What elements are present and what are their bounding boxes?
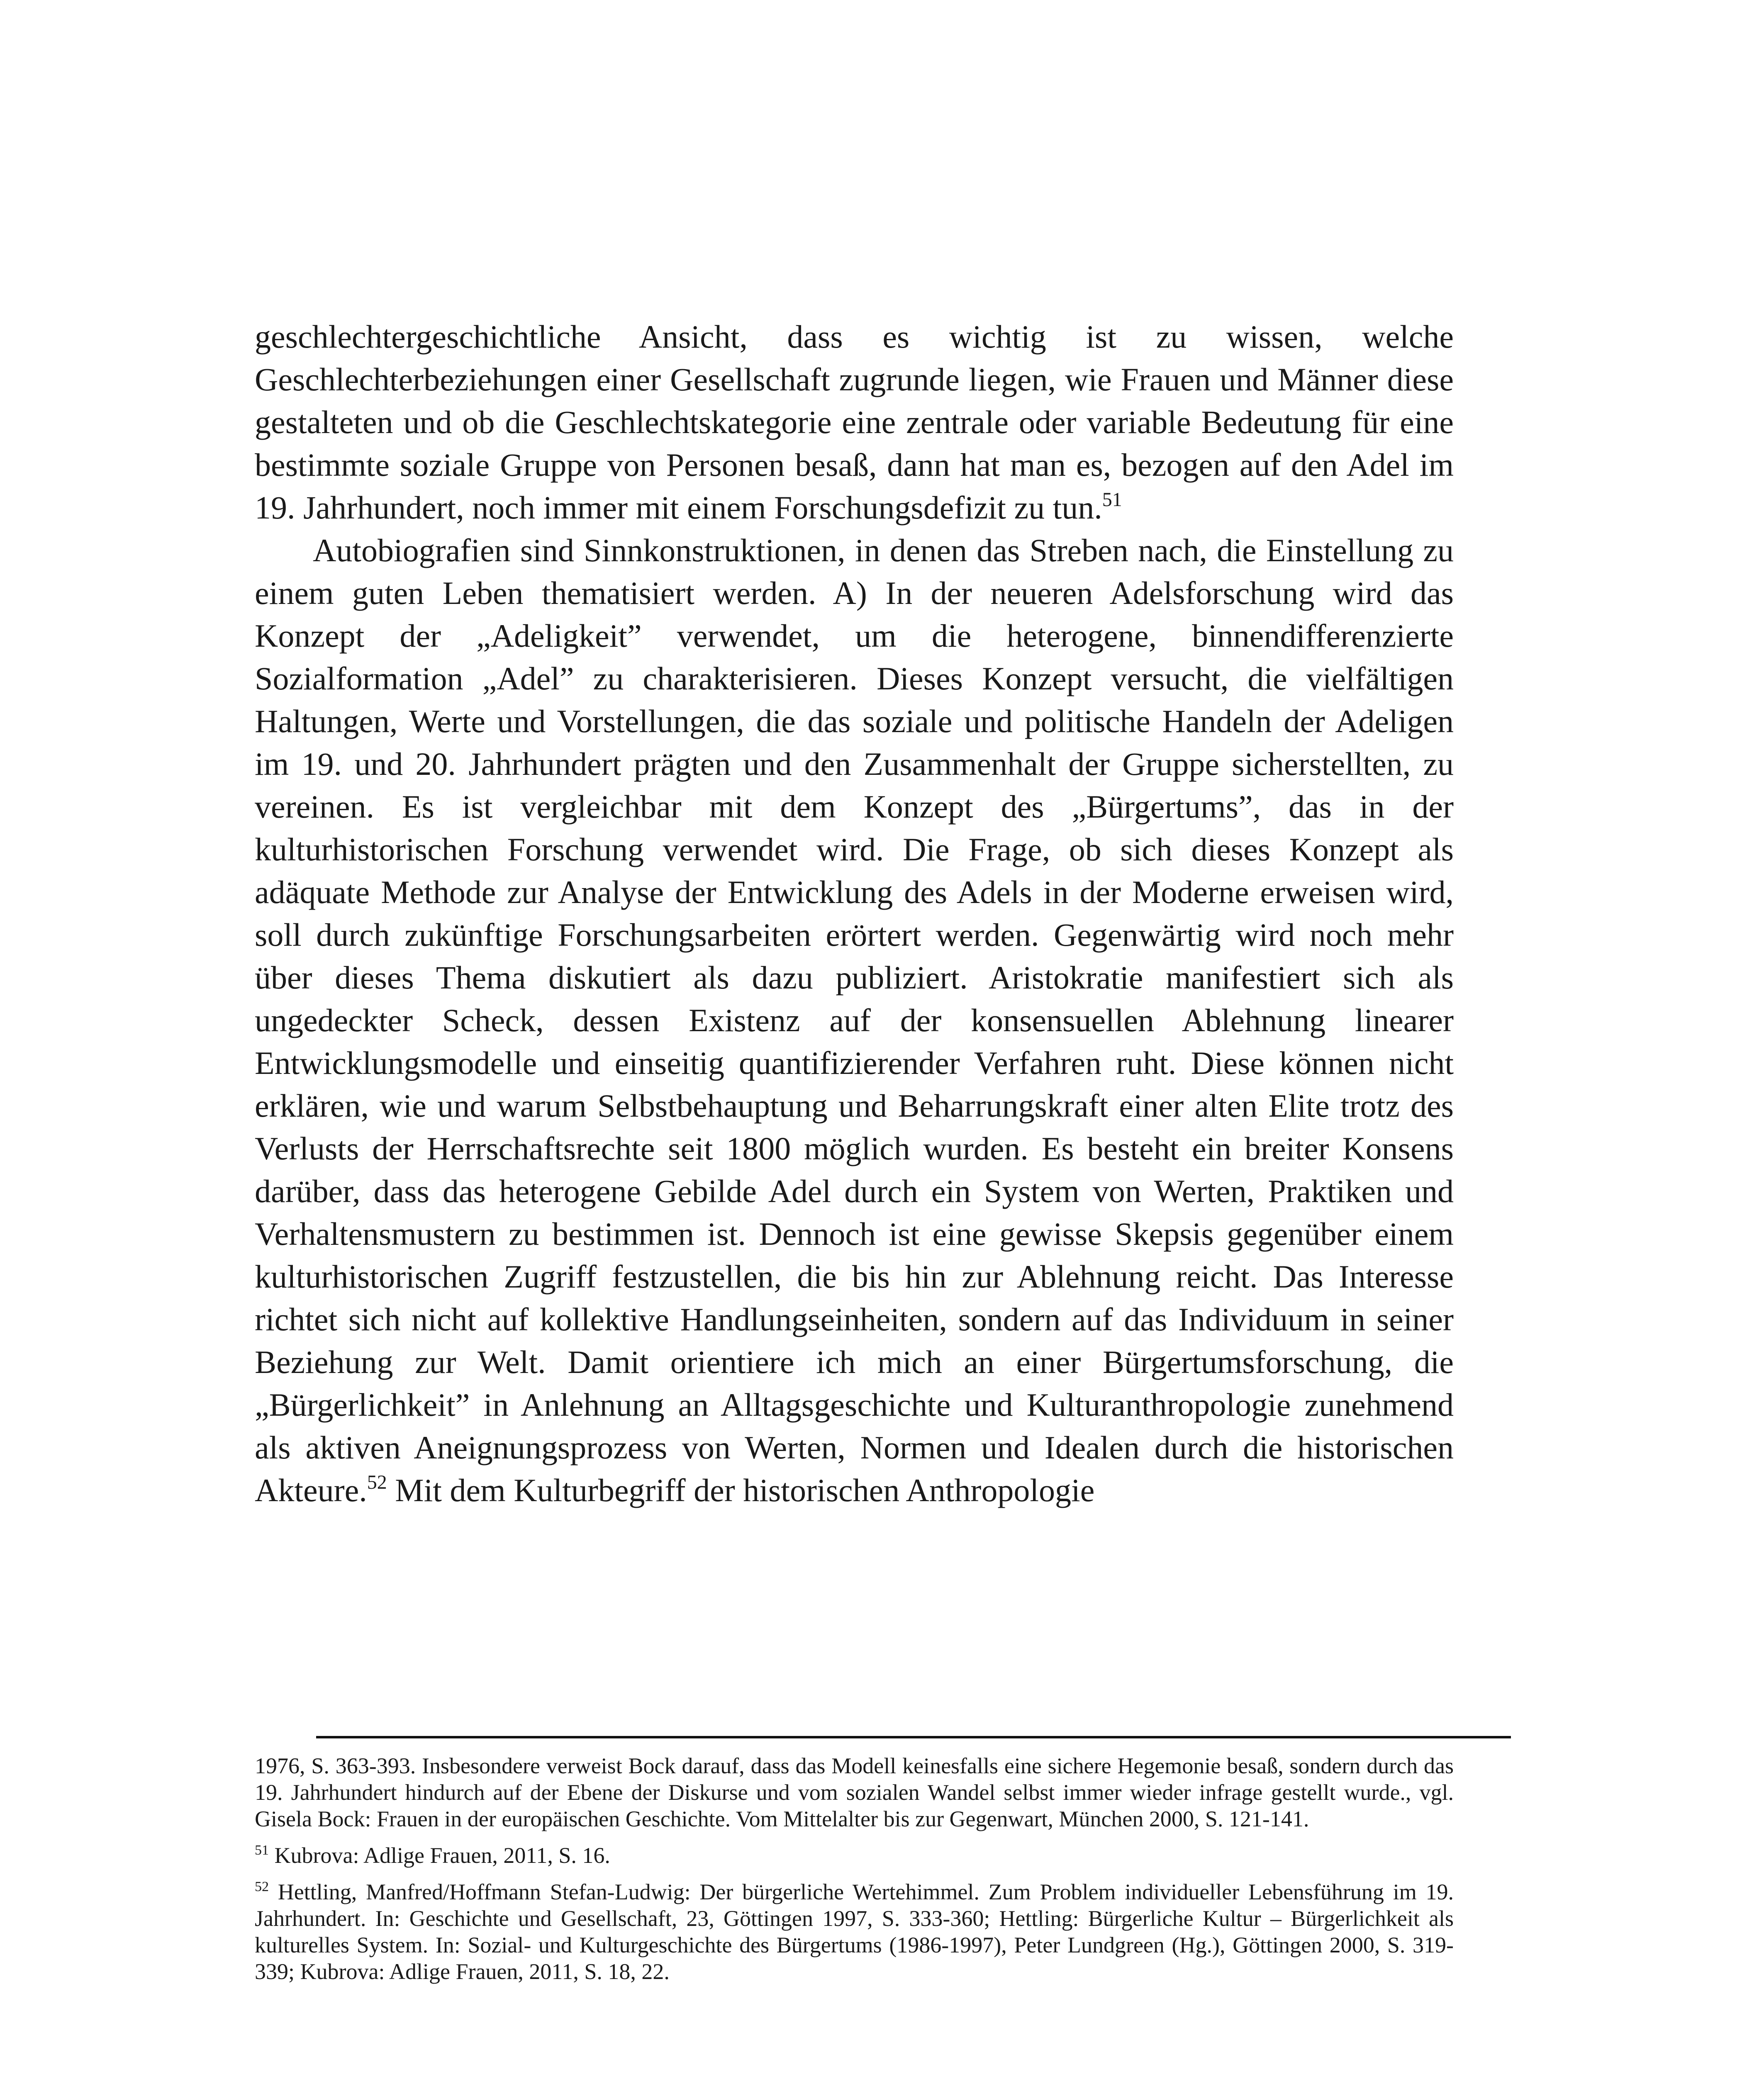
footnote-number: 51 bbox=[255, 1843, 269, 1858]
body-paragraph-1 bbox=[255, 315, 1454, 529]
footnote-continued bbox=[255, 1753, 1454, 1832]
footnote-text: Kubrova: Adlige Frauen, 2011, S. 16. bbox=[269, 1843, 610, 1868]
footnote-52 bbox=[255, 1879, 1454, 1985]
body-text bbox=[255, 315, 1454, 1512]
footnote-51 bbox=[255, 1842, 1454, 1869]
footnotes bbox=[255, 1753, 1454, 1995]
footnote-separator bbox=[316, 1736, 1511, 1738]
footnote-text: Hettling, Manfred/Hoffmann Stefan-Ludwig: Der bürgerliche Wertehimmel. Zum Problem individueller Lebensführung im 19. Jahrhundert. In: Geschichte und Gesellschaft, 23, Göttingen 1997, S. 333-360; Hettling: Bürgerliche Kultur – Bürgerlichkeit als kulturelles System. In: Sozial- und Kulturgeschichte des Bürgertums (1986-1997), Peter Lundgreen (Hg.), Göttingen 2000, S. 319-339; Kubrova: Adlige Frauen, 2011, S. 18, 22. bbox=[255, 1879, 1454, 1984]
footnote-ref-52: 52 bbox=[367, 1471, 387, 1493]
footnote-number: 52 bbox=[255, 1879, 269, 1894]
footnote-continued-text: 1976, S. 363-393. Insbesondere verweist Bock darauf, dass das Modell keinesfalls eine sichere Hegemonie besaß, sondern durch das 19. Jahrhundert hindurch auf der Ebene der Diskurse und vom sozialen Wandel selbst immer wieder infrage gestellt wurde., vgl. Gisela Bock: Frauen in der europäischen Geschichte. Vom Mittelalter bis zur Gegenwart, München 2000, S. 121-141. bbox=[255, 1753, 1454, 1831]
body-paragraph-2 bbox=[255, 529, 1454, 1512]
body-paragraph-2-continuation: Mit dem Kulturbegriff der historischen Anthropologie bbox=[387, 1472, 1095, 1508]
footnote-ref-51: 51 bbox=[1102, 489, 1122, 511]
body-paragraph-2-text: Autobiografien sind Sinnkonstruktionen, in denen das Streben nach, die Einstellung zu einem guten Leben thematisiert werden. A) In der neueren Adelsforschung wird das Konzept der „Adeligkeit” verwendet, um die heterogene, binnendifferenzierte Sozialformation „Adel” zu charakterisieren. Dieses Konzept versucht, die vielfältigen Haltungen, Werte und Vorstellungen, die das soziale und politische Handeln der Adeligen im 19. und 20. Jahrhundert prägten und den Zusammenhalt der Gruppe sicherstellten, zu vereinen. Es ist vergleichbar mit dem Konzept des „Bürgertums”, das in der kulturhistorischen Forschung verwendet wird. Die Frage, ob sich dieses Konzept als adäquate Methode zur Analyse der Entwicklung des Adels in der Moderne erweisen wird, soll durch zukünftige Forschungsarbeiten erörtert werden. Gegenwärtig wird noch mehr über dieses Thema diskutiert als dazu publiziert. Aristokratie manifestiert sich als ungedeckter Scheck, dessen Existenz auf der konsensuellen Ablehnung linearer Entwicklungsmodelle und einseitig quantifizierender Verfahren ruht. Diese können nicht erklären, wie und warum Selbstbehauptung und Beharrungskraft einer alten Elite trotz des Verlusts der Herrschaftsrechte seit 1800 möglich wurden. Es besteht ein breiter Konsens darüber, dass das heterogene Gebilde Adel durch ein System von Werten, Praktiken und Verhaltensmustern zu bestimmen ist. Dennoch ist eine gewisse Skepsis gegenüber einem kulturhistorischen Zugriff festzustellen, die bis hin zur Ablehnung reicht. Das Interesse richtet sich nicht auf kollektive Handlungseinheiten, sondern auf das Individuum in seiner Beziehung zur Welt. Damit orientiere ich mich an einer Bürgertumsforschung, die „Bürgerlichkeit” in Anlehnung an Alltagsgeschichte und Kulturanthropologie zunehmend als aktiven Aneignungsprozess von Werten, Normen und Idealen durch die historischen Akteure. bbox=[255, 532, 1454, 1508]
body-paragraph-1-text: geschlechtergeschichtliche Ansicht, dass es wichtig ist zu wissen, welche Geschlechterbeziehungen einer Gesellschaft zugrunde liegen, wie Frauen und Männer diese gestalteten und ob die Geschlechtskategorie eine zentrale oder variable Bedeutung für eine bestimmte soziale Gruppe von Personen besaß, dann hat man es, bezogen auf den Adel im 19. Jahrhundert, noch immer mit einem Forschungsdefizit zu tun. bbox=[255, 319, 1454, 526]
